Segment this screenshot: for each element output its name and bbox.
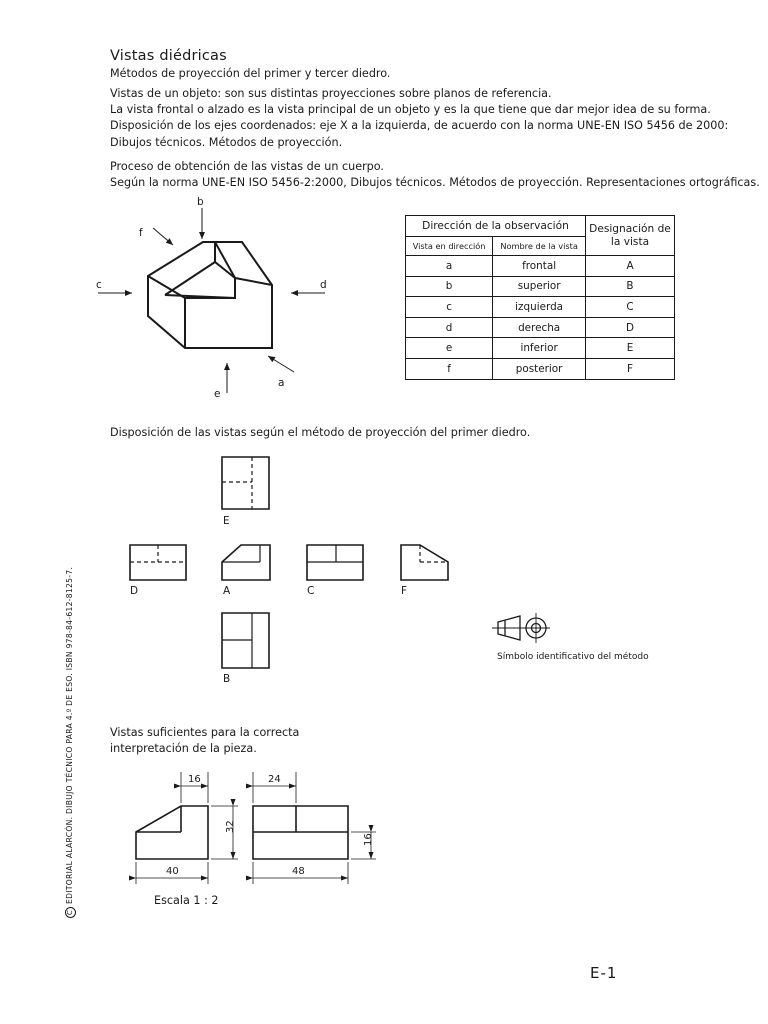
- arrow-label-e: e: [214, 388, 221, 400]
- table-header-designation: Designación de la vista: [586, 216, 675, 256]
- view-B: [222, 613, 269, 668]
- side-view: [253, 806, 348, 859]
- arrow-a: [268, 356, 294, 372]
- solid-edge: [203, 242, 235, 278]
- row-name: inferior: [493, 338, 586, 359]
- sufficient-views-line: Vistas suficientes para la correcta: [110, 726, 300, 739]
- method-symbol: [492, 613, 550, 643]
- view-C-outline: [307, 545, 363, 580]
- table-header-direction: Vista en dirección: [406, 237, 493, 256]
- row-direction: e: [406, 338, 493, 359]
- intro-line: Vistas de un objeto: son sus distintas proyecciones sobre planos de referencia.: [110, 87, 552, 100]
- first-dihedron-heading: Disposición de las vistas según el método de proyección del primer diedro.: [110, 426, 531, 439]
- table-row: [406, 358, 675, 379]
- table-group-header: Dirección de la observación: [406, 216, 586, 237]
- arrow-label-d: d: [320, 279, 327, 291]
- row-designation: F: [586, 358, 675, 379]
- row-direction: f: [406, 358, 493, 379]
- view-D-outline: [130, 545, 186, 580]
- process-line: Proceso de obtención de las vistas de un cuerpo.: [110, 160, 384, 173]
- row-direction: d: [406, 317, 493, 338]
- view-E-outline: [222, 457, 269, 509]
- front-view: [136, 806, 208, 859]
- table-header-name: Nombre de la vista: [493, 237, 586, 256]
- row-name: izquierda: [493, 297, 586, 318]
- solid-edge: [185, 278, 272, 298]
- process-line: Según la norma UNE-EN ISO 5456-2:2000, Dibujos técnicos. Métodos de proyección. Representaciones ortográficas.: [110, 176, 760, 190]
- method-symbol-label: Símbolo identificativo del método: [497, 652, 649, 662]
- view-label-E: E: [223, 515, 230, 527]
- solid-outline: [148, 242, 272, 348]
- view-F-outline: [401, 545, 448, 580]
- dimension-32: 32: [225, 820, 236, 833]
- row-name: posterior: [493, 358, 586, 379]
- sufficient-views-line: interpretación de la pieza.: [110, 742, 257, 756]
- symbol-circle-outer: [526, 618, 546, 638]
- dimension-lines: [136, 772, 376, 884]
- copyright-symbol: C: [65, 907, 76, 918]
- view-C: [307, 545, 363, 580]
- row-designation: C: [586, 297, 675, 318]
- table-row: [406, 297, 675, 318]
- view-label-A: A: [223, 585, 231, 597]
- observation-arrows: [98, 208, 325, 393]
- view-label-F: F: [401, 585, 408, 597]
- row-name: derecha: [493, 317, 586, 338]
- table-row: [406, 256, 675, 277]
- row-designation: B: [586, 276, 675, 297]
- copyright-note: [65, 567, 76, 918]
- scale-label: Escala 1 : 2: [154, 894, 219, 907]
- view-D: [130, 545, 186, 580]
- sufficient-views-text: [110, 725, 299, 757]
- intro-line: La vista frontal o alzado es la vista principal de un objeto y es la que tiene que dar mejor idea de su forma.: [110, 103, 711, 117]
- view-label-C: C: [307, 585, 315, 597]
- arrow-label-c: c: [96, 279, 102, 291]
- page-subtitle: Métodos de proyección del primer y tercer diedro.: [110, 67, 391, 80]
- view-B-outline: [222, 613, 269, 668]
- arrow-label-f: f: [139, 227, 143, 239]
- side-view-outline: [253, 806, 348, 859]
- row-direction: c: [406, 297, 493, 318]
- arrow-label-a: a: [278, 377, 285, 389]
- view-E: [222, 457, 269, 509]
- symbol-circle-inner: [532, 624, 541, 633]
- table-row: [406, 317, 675, 338]
- observation-table: [405, 215, 675, 380]
- symbol-cone: [498, 616, 520, 640]
- solid-edge: [165, 295, 235, 298]
- intro-line: Disposición de los ejes coordenados: eje X a la izquierda, de acuerdo con la norma UNE-EN ISO 5456 de 2000:: [110, 119, 729, 133]
- page-number: E-1: [590, 964, 618, 982]
- solid-edge: [165, 262, 235, 295]
- front-view-outline: [136, 806, 208, 859]
- table-row: [406, 276, 675, 297]
- process-paragraph: [110, 159, 760, 191]
- arrow-label-b: b: [197, 196, 204, 208]
- row-name: frontal: [493, 256, 586, 277]
- arrow-f: [153, 228, 173, 245]
- view-label-D: D: [130, 585, 139, 597]
- dimension-16-side: 16: [363, 833, 374, 846]
- row-designation: E: [586, 338, 675, 359]
- view-F: [401, 545, 448, 580]
- dimension-40: 40: [166, 866, 179, 877]
- row-direction: b: [406, 276, 493, 297]
- view-A-outline: [222, 545, 270, 580]
- row-designation: D: [586, 317, 675, 338]
- table-row: [406, 338, 675, 359]
- isometric-solid: [148, 242, 272, 348]
- view-A: [222, 545, 270, 580]
- row-name: superior: [493, 276, 586, 297]
- dimension-48: 48: [292, 866, 305, 877]
- dimension-24: 24: [268, 774, 281, 785]
- row-designation: A: [586, 256, 675, 277]
- solid-edge: [148, 276, 185, 348]
- dimension-16-top: 16: [188, 774, 201, 785]
- page-title: Vistas diédricas: [110, 48, 227, 64]
- row-direction: a: [406, 256, 493, 277]
- intro-line: Dibujos técnicos. Métodos de proyección.: [110, 135, 343, 149]
- view-label-B: B: [223, 673, 231, 685]
- copyright-text: EDITORIAL ALARCÓN. DIBUJO TÉCNICO PARA 4.º DE ESO. ISBN 978-84-612-8125-7.: [65, 566, 74, 904]
- intro-paragraph: [110, 86, 728, 151]
